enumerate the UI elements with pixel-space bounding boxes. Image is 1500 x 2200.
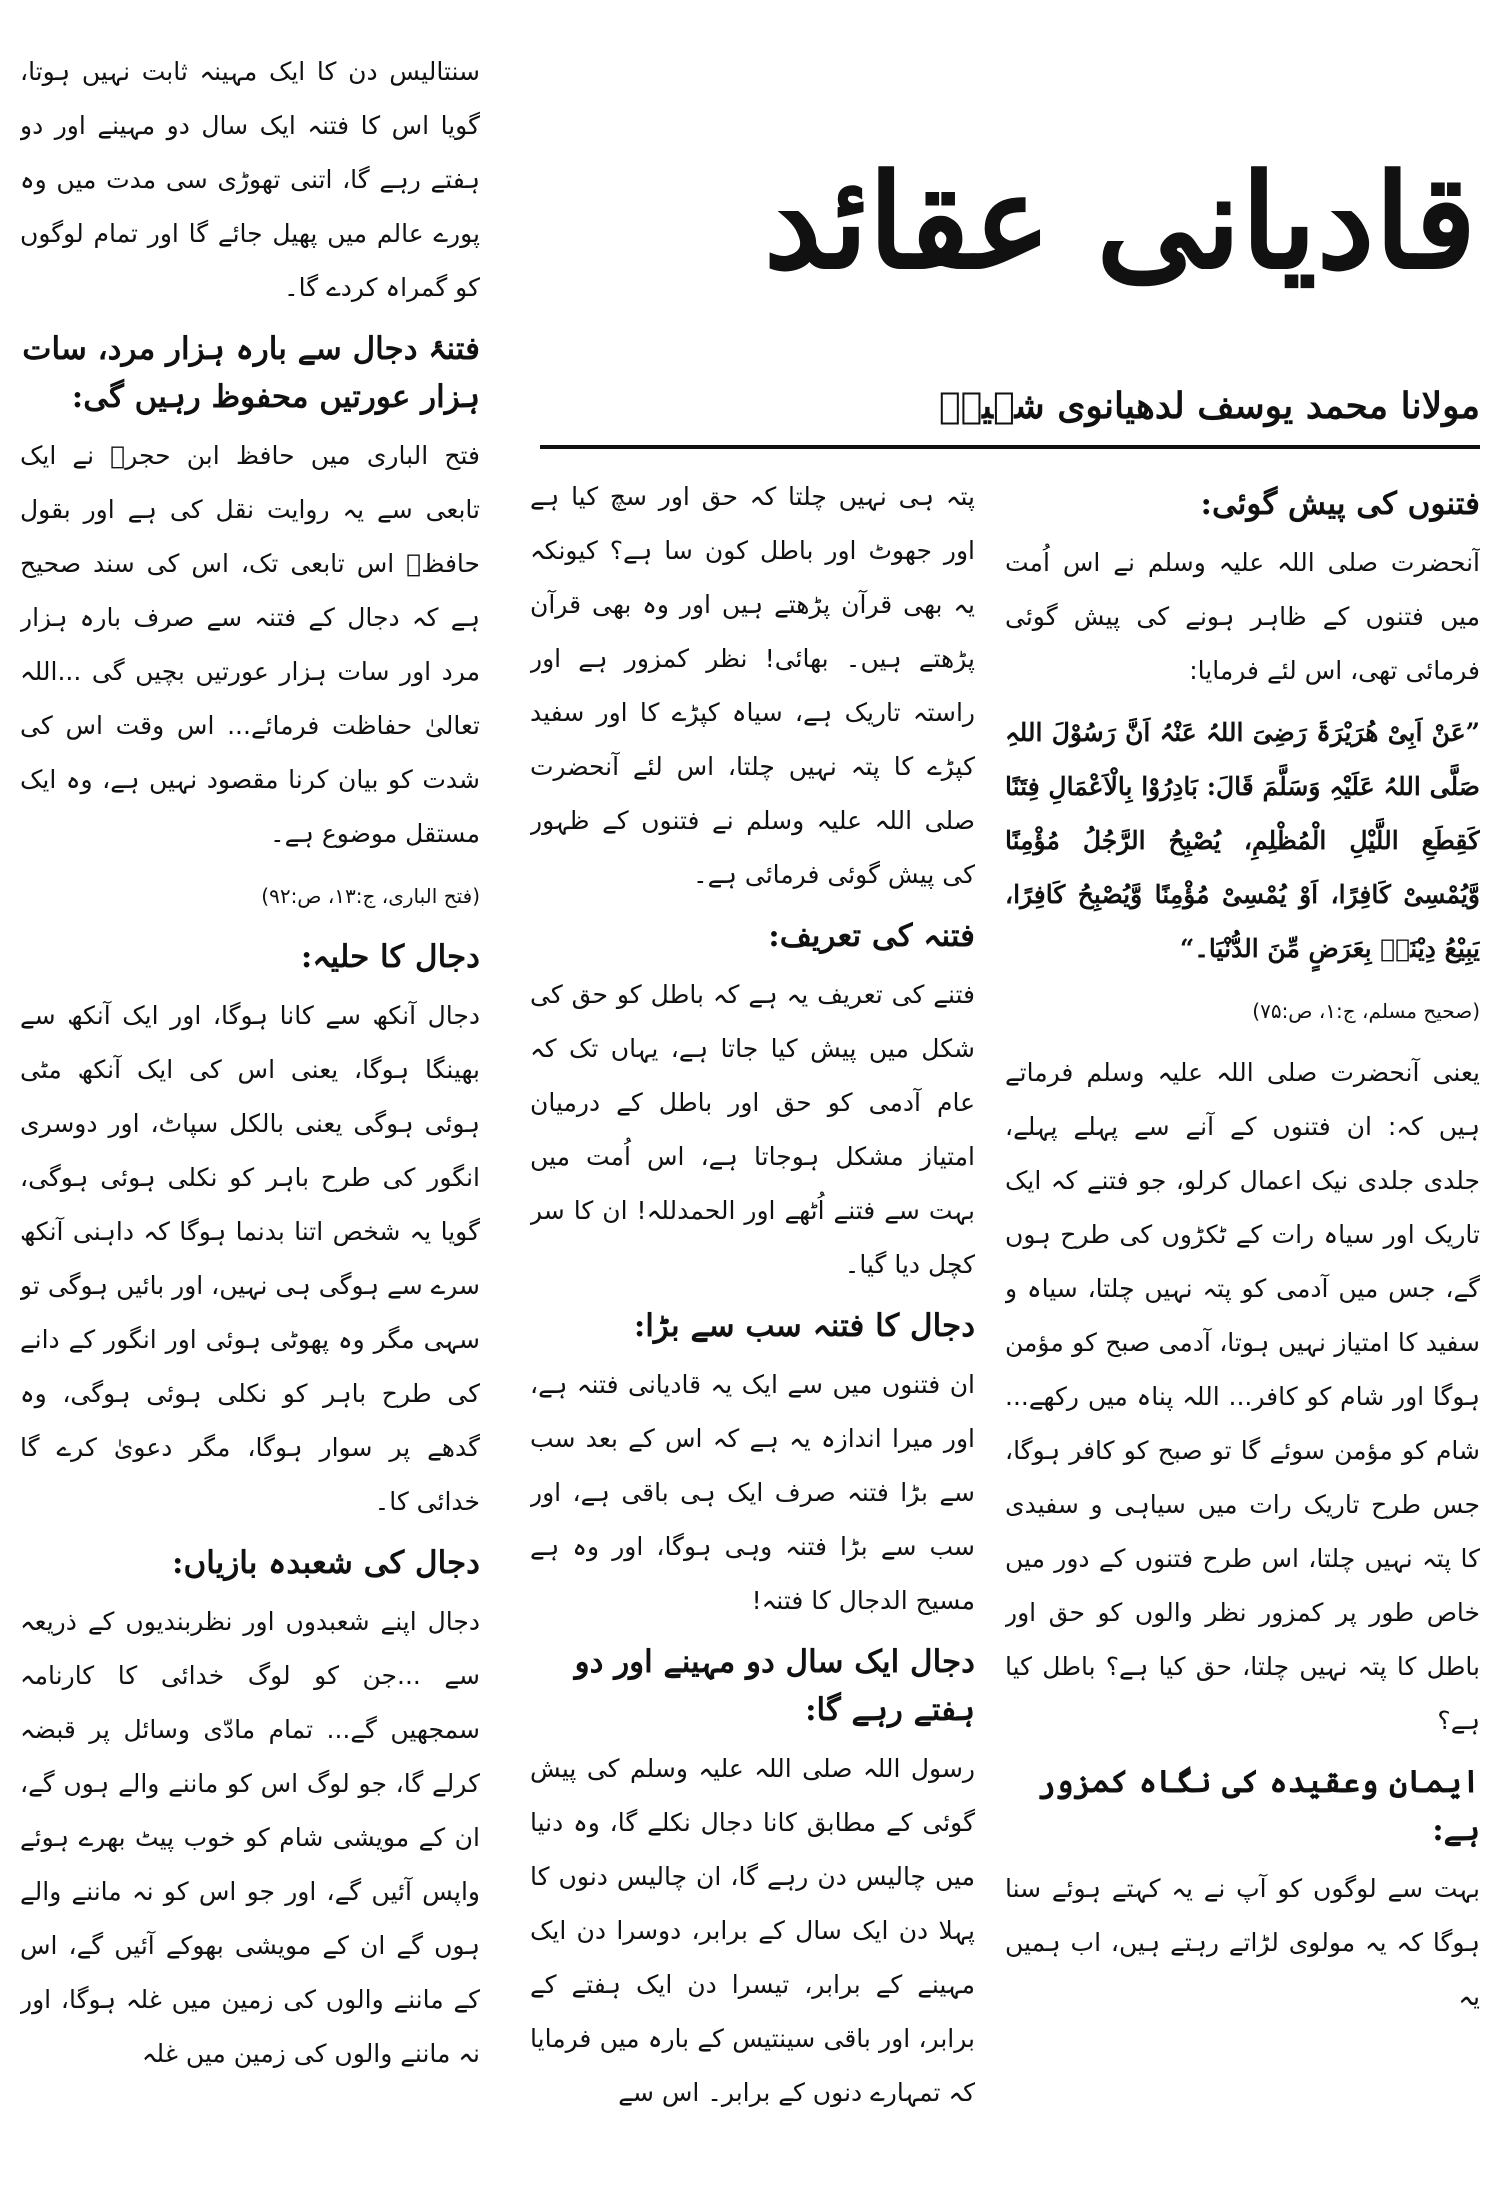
citation: (صحیح مسلم، ج:۱، ص:۷۵) [1252,999,1480,1023]
section-heading: دجال کا حلیہ: [300,939,480,975]
column-left [20,45,480,2185]
paragraph: دجال آنکھ سے کانا ہوگا، اور ایک آنکھ سے بھینگا ہوگا، یعنی اس کی ایک آنکھ مٹی ہوئی ہوگی یعنی بالکل سپاٹ، اور دوسری انگور کی طرح باہر کو نکلی ہوئی ہوگی، گویا یہ شخص اتنا بدنما ہوگا کہ داہنی آنکھ سرے سے ہوگی ہی نہیں، اور بائیں ہوگی تو سہی مگر وہ پھوٹی ہوئی اور انگور کے دانے کی طرح باہر کو نکلی ہوئی ہوگی، وہ گدھے پر سوار ہوگا، مگر دعویٰ کرے گا خدائی کا۔ [20,1001,480,1516]
paragraph: فتح الباری میں حافظ ابن حجرؒ نے ایک تابعی سے یہ روایت نقل کی ہے اور بقول حافظؒ اس تابعی تک، اس کی سند صحیح ہے کہ دجال کے فتنہ سے صرف بارہ ہزار مرد اور سات ہزار عورتیں بچیں گی ...اللہ تعالیٰ حفاظت فرمائے... اس وقت اس کی شدت کو بیان کرنا مقصود نہیں ہے، وہ ایک مستقل موضوع ہے۔ [20,441,480,848]
article-title: قادیانی عقائد [763,145,1477,298]
paragraph: رسول اللہ صلی اللہ علیہ وسلم کی پیش گوئی کے مطابق کانا دجال نکلے گا، وہ دنیا میں چالیس دن رہے گا، ان چالیس دنوں کا پہلا دن ایک سال کے برابر، دوسرا دن ایک مہینے کے برابر، تیسرا دن ایک ہفتے کے برابر، اور باقی سینتیس کے بارہ میں فرمایا کہ تمہارے دنوں کے برابر۔ اس سے [530,1754,975,2107]
section-heading: دجال ایک سال دو مہینے اور دو ہفتے رہے گا: [574,1644,975,1728]
paragraph: آنحضرت صلی اللہ علیہ وسلم نے اس اُمت میں فتنوں کے ظاہر ہونے کی پیش گوئی فرمائی تھی، اس لئے فرمایا: [1005,548,1480,685]
paragraph: سنتالیس دن کا ایک مہینہ ثابت نہیں ہوتا، گویا اس کا فتنہ ایک سال دو مہینے اور دو ہفتے رہے گا، اتنی تھوڑی سی مدت میں وہ پورے عالم میں پھیل جائے گا اور تمام لوگوں کو گمراہ کردے گا۔ [20,57,480,302]
section-heading: ایمان وعقیدہ کی نگاہ کمزور ہے: [1037,1764,1480,1848]
paragraph: فتنے کی تعریف یہ ہے کہ باطل کو حق کی شکل میں پیش کیا جاتا ہے، یہاں تک کہ عام آدمی کو حق اور باطل کے درمیان امتیاز مشکل ہوجاتا ہے، اس اُمت میں بہت سے فتنے اُٹھے اور الحمدللہ! ان کا سر کچل دیا گیا۔ [530,980,975,1279]
article-author: مولانا محمد یوسف لدھیانوی شہیدؒ [938,385,1480,427]
paragraph: بہت سے لوگوں کو آپ نے یہ کہتے ہوئے سنا ہوگا کہ یہ مولوی لڑاتے رہتے ہیں، اب ہمیں یہ [1005,1874,1480,2011]
section-heading: فتنوں کی پیش گوئی: [1200,486,1480,522]
paragraph: ان فتنوں میں سے ایک یہ قادیانی فتنہ ہے، اور میرا اندازہ یہ ہے کہ اس کے بعد سب سے بڑا فتنہ صرف ایک ہی باقی ہے، اور سب سے بڑا فتنہ وہی ہوگا، اور وہ ہے مسیح الدجال کا فتنہ! [530,1370,975,1615]
citation: (فتح الباری، ج:۱۳، ص:۹۲) [261,884,480,908]
title-rule [540,445,1480,449]
hadith-text: ”عَنْ اَبِیْ ھُرَیْرَۃَ رَضِیَ اللہُ عَنْہُ اَنَّ رَسُوْلَ اللہِ صَلَّی اللہُ عَلَیْہِ وَسَلَّمَ قَالَ: بَادِرُوْا بِالْاَعْمَالِ فِتَنًا کَقِطَعِ اللَّیْلِ الْمُظْلِمِ، یُصْبِحُ الرَّجُلُ مُؤْمِنًا وَّیُمْسِیْ کَافِرًا، اَوْ یُمْسِیْ مُؤْمِنًا وَّیُصْبِحُ کَافِرًا، یَبِیْعُ دِیْنَہٗ بِعَرَضٍ مِّنَ الدُّنْیَا۔“ [1005,718,1480,963]
paragraph: پتہ ہی نہیں چلتا کہ حق اور سچ کیا ہے اور جھوٹ اور باطل کون سا ہے؟ کیونکہ یہ بھی قرآن پڑھتے ہیں اور وہ بھی قرآن پڑھتے ہیں۔ بھائی! نظر کمزور ہے اور راستہ تاریک ہے، سیاہ کپڑے کا اور سفید کپڑے کا پتہ نہیں چلتا، اس لئے آنحضرت صلی اللہ علیہ وسلم نے فتنوں کے ظہور کی پیش گوئی فرمائی ہے۔ [530,482,975,889]
section-heading: دجال کا فتنہ سب سے بڑا: [633,1308,975,1344]
paragraph: یعنی آنحضرت صلی اللہ علیہ وسلم فرماتے ہیں کہ: ان فتنوں کے آنے سے پہلے پہلے، جلدی جلدی نیک اعمال کرلو، جو فتنے کہ ایک تاریک اور سیاہ رات کے ٹکڑوں کی طرح ہوں گے، جس میں آدمی کو پتہ نہیں چلتا، سیاہ و سفید کا امتیاز نہیں ہوتا، آدمی صبح کو مؤمن ہوگا اور شام کو کافر... اللہ پناہ میں رکھے... شام کو مؤمن سوئے گا تو صبح کو کافر ہوگا، جس طرح تاریک رات میں سیاہی و سفیدی کا پتہ نہیں چلتا، اس طرح فتنوں کے دور میں خاص طور پر کمزور نظر والوں کو حق اور باطل کا پتہ نہیں چلتا، حق کیا ہے؟ باطل کیا ہے؟ [1005,1058,1480,1735]
column-right [1005,470,1480,2185]
section-heading: فتنۂ دجال سے بارہ ہزار مرد، سات ہزار عورتیں محفوظ رہیں گی: [22,331,480,415]
section-heading: فتنہ کی تعریف: [768,918,975,954]
section-heading: دجال کی شعبدہ بازیاں: [172,1545,480,1581]
paragraph: دجال اپنے شعبدوں اور نظربندیوں کے ذریعہ سے ...جن کو لوگ خدائی کا کارنامہ سمجھیں گے... تمام مادّی وسائل پر قبضہ کرلے گا، جو لوگ اس کو ماننے والے ہوں گے، ان کے مویشی شام کو خوب پیٹ بھرے ہوئے واپس آئیں گے، اور جو اس کو نہ ماننے والے ہوں گے ان کے مویشی بھوکے آئیں گے، اس کے ماننے والوں کی زمین میں غلہ ہوگا، اور نہ ماننے والوں کی زمین میں غلہ [20,1607,480,2068]
column-middle [530,470,975,2185]
